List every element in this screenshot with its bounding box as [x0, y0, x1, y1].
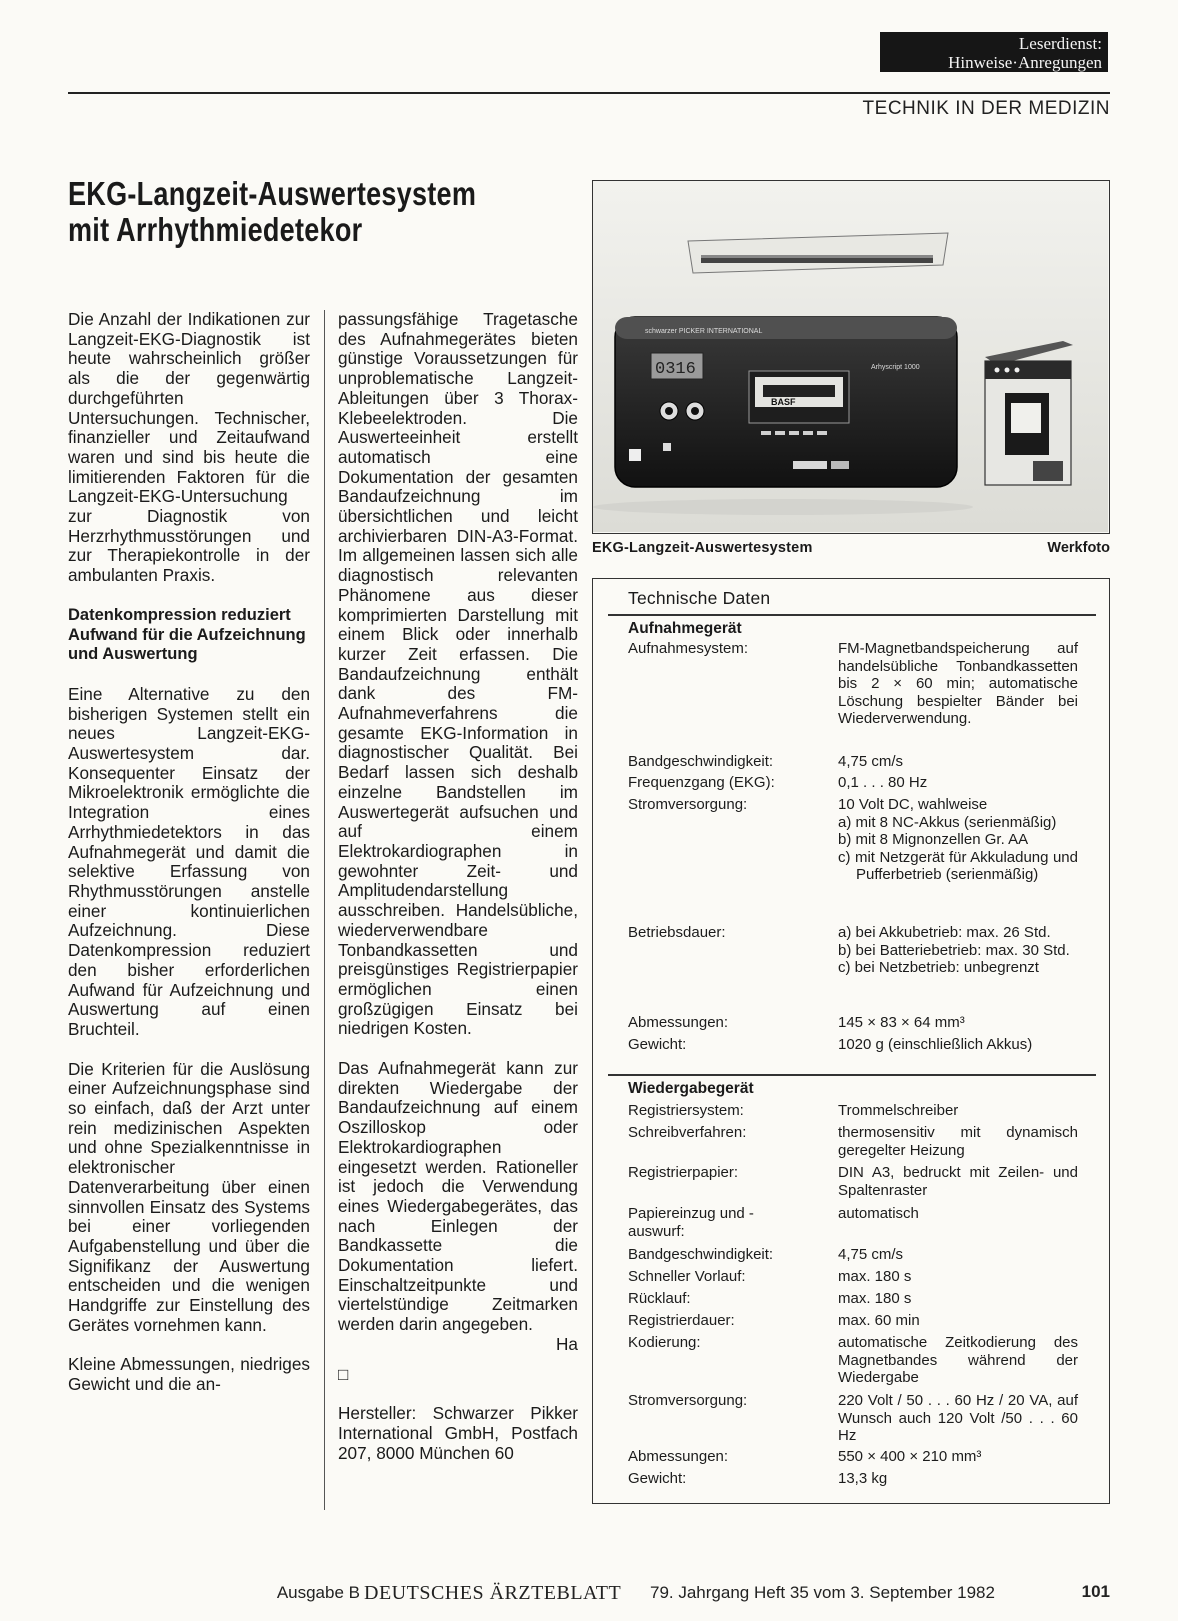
spec-value: automatische Zeitkodierung des Magnetbandes während der Wiedergabe [838, 1334, 1078, 1386]
spec-item: c) bei Netzbetrieb: unbegrenzt [838, 959, 1039, 976]
spec-label: Aufnahmesystem: [628, 640, 749, 657]
group-heading-aufnahmegeraet: Aufnahmegerät [628, 620, 742, 637]
spec-label: Gewicht: [628, 1036, 687, 1053]
footer-edition: Ausgabe B [276, 1583, 360, 1602]
spec-item: a) mit 8 NC-Akkus (serienmäßig) [838, 813, 1057, 831]
device-illustration [593, 181, 1108, 532]
spec-value: 4,75 cm/s [838, 1246, 904, 1263]
title-rule [608, 614, 1096, 616]
spec-value: automatisch [838, 1205, 919, 1222]
photo-caption: EKG-Langzeit-Auswertesystem [592, 540, 813, 556]
recorder-unit [985, 341, 1073, 485]
footer-issue: 79. Jahrgang Heft 35 vom 3. September 1982 [650, 1583, 995, 1602]
column-rule [324, 310, 325, 1510]
spec-label: Abmessungen: [628, 1448, 729, 1465]
technical-data-title: Technische Daten [628, 588, 771, 608]
paragraph-text: Das Aufnahmegerät kann zur direkten Wiedergabe der Bandaufzeichnung auf einem Oszilloskop oder Elektrokardiographen eingesetzt werden. Rationeller ist jedoch die Verwendung eines Wiedergabegerätes, das nach Einlegen der Bandkassette die Dokumentation liefert. Einschaltzeitpunkte und viertelstündige Zeitmarken werden darin angegeben. [338, 1058, 578, 1335]
spec-value: 220 Volt / 50 . . . 60 Hz / 20 VA, auf Wunsch auch 120 Volt /50 . . . 60 Hz [838, 1392, 1078, 1444]
spec-value: 145 × 83 × 64 mm³ [838, 1014, 965, 1031]
spec-item: c) mit Netzgerät für Akkuladung und Pufferbetrieb (serienmäßig) [838, 848, 1078, 883]
spec-label: Schreibverfahren: [628, 1124, 747, 1141]
spec-label: Gewicht: [628, 1470, 687, 1487]
title-line1: EKG-Langzeit-Auswertesystem [68, 175, 477, 212]
spec-label: Schneller Vorlauf: [628, 1268, 746, 1285]
spec-value: 0,1 . . . 80 Hz [838, 774, 928, 791]
group-heading-wiedergabegeraet: Wiedergabegerät [628, 1080, 754, 1097]
manufacturer-note: Hersteller: Schwarzer Pikker International GmbH, Postfach 207, 8000 München 60 [338, 1403, 578, 1463]
spec-value [838, 796, 1078, 884]
spec-label: Frequenzgang (EKG): [628, 774, 775, 791]
spec-label: Stromversorgung: [628, 796, 748, 813]
spec-label: Papiereinzug und -auswurf: [628, 1205, 754, 1240]
subheading: Datenkompression reduziert Aufwand für die Aufzeichnung und Auswertung [68, 605, 306, 664]
title-line2: mit Arrhythmiedetekor [68, 211, 363, 248]
article-column-2 [338, 310, 578, 1483]
spec-value: FM-Magnetbandspeicherung auf handelsübliche Tonbandkassetten bis 2 × 60 min; automatische Löschung bespielter Bänder bei Wiederverwendung. [838, 640, 1078, 727]
photo-credit: Werkfoto [1047, 540, 1110, 556]
section-heading: TECHNIK IN DER MEDIZIN [862, 98, 1110, 119]
spec-value: max. 180 s [838, 1290, 912, 1307]
paragraph: Die Anzahl der Indikationen zur Langzeit-EKG-Diagnostik ist heute wahrscheinlich größer als die der gegenwärtig durchgeführten Untersuchungen. Technischer, finanzieller und Zeitaufwand waren und sind bis heute die limitierenden Faktoren für die Langzeit-EKG-Untersuchung zur Diagnostik von Herzrhythmusstörungen und zur Therapiekontrolle in der ambulanten Praxis. [68, 309, 310, 586]
paragraph [338, 1059, 578, 1355]
spec-value: 1020 g (einschließlich Akkus) [838, 1036, 1033, 1053]
paragraph: Kleine Abmessungen, niedriges Gewicht und die an- [68, 1354, 310, 1395]
article-column-1 [68, 310, 310, 1415]
spec-value: 550 × 400 × 210 mm³ [838, 1448, 982, 1465]
cassette-label: BASF [771, 397, 796, 407]
footer-journal: DEUTSCHES ÄRZTEBLATT [364, 1582, 622, 1604]
spec-value [838, 924, 1078, 977]
spec-value: max. 60 min [838, 1312, 920, 1329]
spec-value: 13,3 kg [838, 1470, 888, 1487]
end-mark: □ [338, 1364, 349, 1384]
model-label: Arhyscript 1000 [871, 364, 920, 371]
page-footer [68, 1583, 1110, 1607]
spec-value: max. 180 s [838, 1268, 912, 1285]
spec-label: Registrierdauer: [628, 1312, 735, 1329]
brand-label: schwarzer PICKER INTERNATIONAL [645, 328, 763, 335]
spec-value: DIN A3, bedruckt mit Zeilen- und Spaltenraster [838, 1164, 1078, 1199]
spec-item: b) bei Batteriebetrieb: max. 30 Std. [838, 941, 1070, 959]
leserdienst-line1: Leserdienst: [1018, 34, 1102, 53]
playback-unit [615, 317, 957, 487]
spec-value: Trommelschreiber [838, 1102, 959, 1119]
paragraph: passungsfähige Tragetasche des Aufnahmegerätes bieten günstige Voraussetzungen für unproblematische Langzeit-Ableitungen über 3 Thorax-Klebeelektroden. Die Auswerteeinheit erstellt automatisch eine Dokumentation der gesamten Bandaufzeichnung im übersichtlichen und leicht archivierbaren DIN-A3-Format. Im allgemeinen lassen sich alle diagnostisch relevanten Phänomene aus dieser komprimierten Darstellung mit einem Blick oder innerhalb kurzer Zeit erfassen. Die Bandaufzeichnung enthält dank des FM-Aufnahmeverfahrens die gesamte EKG-Information in diagnostischer Qualität. Bei Bedarf lassen sich deshalb einzelne Bandstellen im Auswertegerät aufsuchen und auf einem Elektrokardiographen in gewohnter Zeit- und Amplitudendarstellung ausschreiben. Handelsübliche, wiederverwendbare Tonbandkassetten und preisgünstiges Registrierpapier ermöglichen einen großzügigen Einsatz bei niedrigen Kosten. [338, 309, 578, 1039]
spec-label: Stromversorgung: [628, 1392, 748, 1409]
paragraph: Eine Alternative zu den bisherigen Systemen stellt ein neues Langzeit-EKG-Auswertesystem dar. Konsequenter Einsatz der Mikroelektronik ermöglichte die Integration eines Arrhythmiedetektors in das Aufnahmegerät und damit die selektive Erfassung von Rhythmusstörungen anstelle einer kontinuierlichen Aufzeichnung. Diese Datenkompression reduziert den bisher erforderlichen Aufwand für Aufzeichnung und Auswertung auf einen Bruchteil. [68, 683, 310, 1039]
spec-value: 4,75 cm/s [838, 753, 904, 770]
led-display: 0316 [655, 360, 696, 379]
spec-label: Betriebsdauer: [628, 924, 726, 941]
power-button-icon [629, 449, 641, 461]
header-rule [68, 92, 1110, 94]
spec-label: Bandgeschwindigkeit: [628, 1246, 774, 1263]
switch-icon [663, 443, 671, 451]
article-title [68, 176, 494, 248]
leserdienst-line2: Hinweise·Anregungen [948, 53, 1102, 72]
leserdienst-label [880, 32, 1108, 72]
spec-item: b) mit 8 Mignonzellen Gr. AA [838, 831, 1029, 848]
spec-label: Registriersystem: [628, 1102, 744, 1119]
group-divider [608, 1074, 1096, 1076]
spec-label: Abmessungen: [628, 1014, 729, 1031]
spec-value-text: 10 Volt DC, wahlweise [838, 796, 988, 813]
product-photo [592, 180, 1110, 534]
paragraph: Die Kriterien für die Auslösung einer Aufzeichnungsphase sind so einfach, daß der Arzt unter rein medizinischen Aspekten und ohne Spezialkenntnisse in elektronischer Datenverarbeitung über einen sinnvollen Einsatz des Systems bei einer vorliegenden Aufgabenstellung und über die Signifikanz der Auswertung entscheiden und die wenigen Handgriffe zur Einstellung des Gerätes vornehmen kann. [68, 1058, 310, 1335]
spec-item: a) bei Akkubetrieb: max. 26 Std. [838, 924, 1051, 941]
spec-label: Bandgeschwindigkeit: [628, 753, 774, 770]
spec-label: Registrierpapier: [628, 1164, 739, 1181]
page-number: 101 [1081, 1582, 1110, 1601]
author-initials: Ha [556, 1333, 578, 1354]
spec-label: Kodierung: [628, 1334, 701, 1351]
spec-label: Rücklauf: [628, 1290, 691, 1307]
spec-value: thermosensitiv mit dynamisch geregelter Heizung [838, 1124, 1078, 1159]
